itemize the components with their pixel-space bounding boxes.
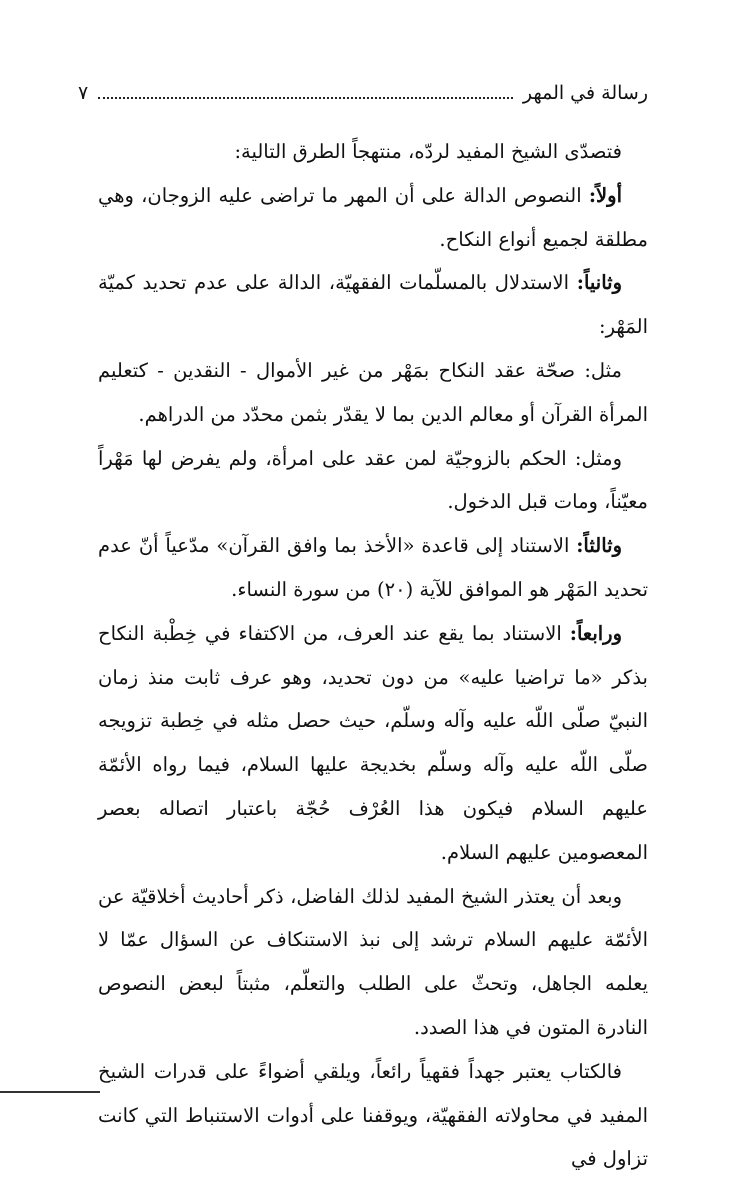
paragraph-lead: ورابعاً: bbox=[569, 621, 622, 645]
bottom-rule bbox=[0, 1091, 100, 1093]
paragraph-text: الاستدلال بالمسلّمات الفقهيّة، الدالة على عدم تحديد كميّة المَهْر: bbox=[98, 271, 648, 339]
paragraph-ethical-hadiths bbox=[98, 875, 648, 1050]
running-title: رسالة في المهر bbox=[522, 82, 648, 104]
paragraph-lead: وثانياً: bbox=[576, 271, 622, 295]
paragraph-second-method bbox=[98, 261, 648, 349]
paragraph-lead: وثالثاً: bbox=[576, 534, 622, 558]
paragraph-third-method bbox=[98, 524, 648, 612]
paragraph-text: ومثل: الحكم بالزوجيّة لمن عقد على امرأة، ولم يفرض لها مَهْراً معيّناً، ومات قبل الدخول. bbox=[98, 446, 648, 514]
paragraph-text: النصوص الدالة على أن المهر ما تراضى عليه الزوجان، وهي مطلقة لجميع أنواع النكاح. bbox=[98, 183, 648, 251]
leader-dots bbox=[98, 96, 513, 99]
paragraph-text: فالكتاب يعتبر جهداً فقهياً رائعاً، ويلقي أضواءً على قدرات الشيخ المفيد في محاولاته الفقهيّة، ويوقفنا على أدوات الاستنباط التي كانت تزاول في bbox=[98, 1059, 648, 1171]
paragraph-first-method bbox=[98, 174, 648, 262]
paragraph-text: الاستناد بما يقع عند العرف، من الاكتفاء في خِطْبة النكاح بذكر «ما تراضيا عليه» من دون تحديد، وهو عرف ثابت منذ زمان النبيّ صلّى اللّه عليه وآله وسلّم، حيث حصل مثله في خِطبة تزويجه صلّى اللّه عليه وآله وسلّم بخديجة عليها السلام، فيما رواه الأئمّة عليهم السلام فيكون هذا العُرْف حُجّة باعتبار اتصاله بعصر المعصومين عليهم السلام. bbox=[98, 621, 648, 864]
page-number: ٧ bbox=[78, 82, 89, 104]
main-text bbox=[98, 130, 648, 1181]
paragraph-example-two bbox=[98, 437, 648, 525]
running-header bbox=[78, 78, 648, 108]
paragraph-text: مثل: صحّة عقد النكاح بمَهْر من غير الأموال - النقدين - كتعليم المرأة القرآن أو معالم الدين بما لا يقدّر بثمن محدّد من الدراهم. bbox=[98, 358, 648, 426]
paragraph-text: فتصدّى الشيخ المفيد لردّه، منتهجاً الطرق التالية: bbox=[234, 140, 622, 163]
paragraph-intro bbox=[98, 130, 648, 174]
paragraph-fourth-method bbox=[98, 612, 648, 875]
paragraph-text: وبعد أن يعتذر الشيخ المفيد لذلك الفاضل، ذكر أحاديث أخلاقيّة عن الأئمّة عليهم السلام ترشد إلى نبذ الاستنكاف عن السؤال عمّا لا يعلمه الجاهل، وتحثّ على الطلب والتعلّم، مثبتاً لبعض النصوص النادرة المتون في هذا الصدد. bbox=[98, 884, 648, 1039]
paragraph-lead: أولاً: bbox=[588, 183, 622, 207]
paragraph-example-one bbox=[98, 349, 648, 437]
paragraph-text: الاستناد إلى قاعدة «الأخذ بما وافق القرآن» مدّعياً أنّ عدم تحديد المَهْر هو الموافق للآية (٢٠) من سورة النساء. bbox=[98, 534, 648, 601]
paragraph-assessment bbox=[98, 1050, 648, 1181]
